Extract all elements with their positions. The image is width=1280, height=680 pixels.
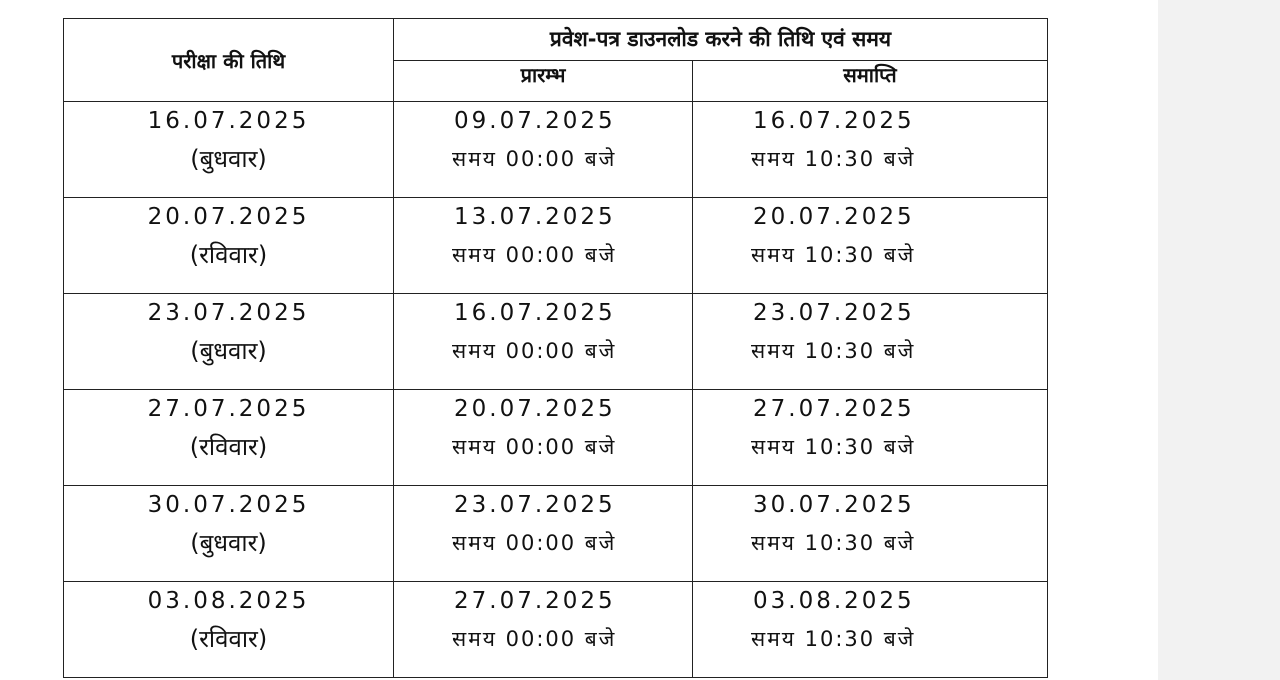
start-date: 20.07.2025 — [454, 396, 616, 422]
exam-day: (बुधवार) — [190, 145, 267, 173]
start-cell — [394, 582, 693, 678]
table-row — [64, 486, 1048, 582]
side-panel — [1158, 0, 1280, 680]
end-time: समय 10:30 बजे — [751, 531, 916, 555]
end-date: 03.08.2025 — [753, 588, 915, 614]
end-cell — [693, 582, 1048, 678]
end-cell — [693, 102, 1048, 198]
start-date: 27.07.2025 — [454, 588, 616, 614]
end-cell — [693, 390, 1048, 486]
table-body — [64, 102, 1048, 678]
start-cell — [394, 486, 693, 582]
start-time: समय 00:00 बजे — [452, 243, 617, 267]
end-date: 30.07.2025 — [753, 492, 915, 518]
exam-date-cell — [64, 486, 394, 582]
exam-date-cell — [64, 582, 394, 678]
end-cell — [693, 198, 1048, 294]
start-time: समय 00:00 बजे — [452, 435, 617, 459]
start-time: समय 00:00 बजे — [452, 531, 617, 555]
end-time: समय 10:30 बजे — [751, 435, 916, 459]
start-date: 13.07.2025 — [454, 204, 616, 230]
table-row — [64, 102, 1048, 198]
table-row — [64, 294, 1048, 390]
end-date: 16.07.2025 — [753, 108, 915, 134]
table-row — [64, 390, 1048, 486]
header-download-window: प्रवेश-पत्र डाउनलोड करने की तिथि एवं समय — [394, 19, 1048, 61]
start-time: समय 00:00 बजे — [452, 147, 617, 171]
end-date: 23.07.2025 — [753, 300, 915, 326]
exam-day: (रविवार) — [189, 625, 268, 653]
end-date: 27.07.2025 — [753, 396, 915, 422]
end-date: 20.07.2025 — [753, 204, 915, 230]
exam-date: 20.07.2025 — [147, 204, 310, 230]
start-date: 23.07.2025 — [454, 492, 616, 518]
exam-date: 23.07.2025 — [147, 300, 310, 326]
admit-card-schedule-table — [63, 18, 1048, 678]
header-end: समाप्ति — [693, 60, 1048, 102]
start-cell — [394, 102, 693, 198]
end-time: समय 10:30 बजे — [751, 147, 916, 171]
exam-date: 27.07.2025 — [147, 396, 310, 422]
table-row — [64, 198, 1048, 294]
exam-day: (रविवार) — [189, 241, 268, 269]
start-time: समय 00:00 बजे — [452, 627, 617, 651]
end-time: समय 10:30 बजे — [751, 243, 916, 267]
exam-day: (रविवार) — [189, 433, 268, 461]
exam-date: 30.07.2025 — [147, 492, 310, 518]
exam-date-cell — [64, 198, 394, 294]
start-cell — [394, 198, 693, 294]
end-time: समय 10:30 बजे — [751, 339, 916, 363]
table-row — [64, 582, 1048, 678]
header-start: प्रारम्भ — [394, 60, 693, 102]
exam-day: (बुधवार) — [190, 529, 267, 557]
start-cell — [394, 390, 693, 486]
exam-date: 03.08.2025 — [147, 588, 310, 614]
start-time: समय 00:00 बजे — [452, 339, 617, 363]
end-cell — [693, 294, 1048, 390]
start-cell — [394, 294, 693, 390]
end-cell — [693, 486, 1048, 582]
exam-date-cell — [64, 294, 394, 390]
exam-date: 16.07.2025 — [147, 108, 310, 134]
exam-date-cell — [64, 102, 394, 198]
start-date: 09.07.2025 — [454, 108, 616, 134]
start-date: 16.07.2025 — [454, 300, 616, 326]
exam-day: (बुधवार) — [190, 337, 267, 365]
end-time: समय 10:30 बजे — [751, 627, 916, 651]
exam-date-cell — [64, 390, 394, 486]
table-header — [64, 19, 1048, 102]
header-exam-date: परीक्षा की तिथि — [64, 19, 394, 102]
